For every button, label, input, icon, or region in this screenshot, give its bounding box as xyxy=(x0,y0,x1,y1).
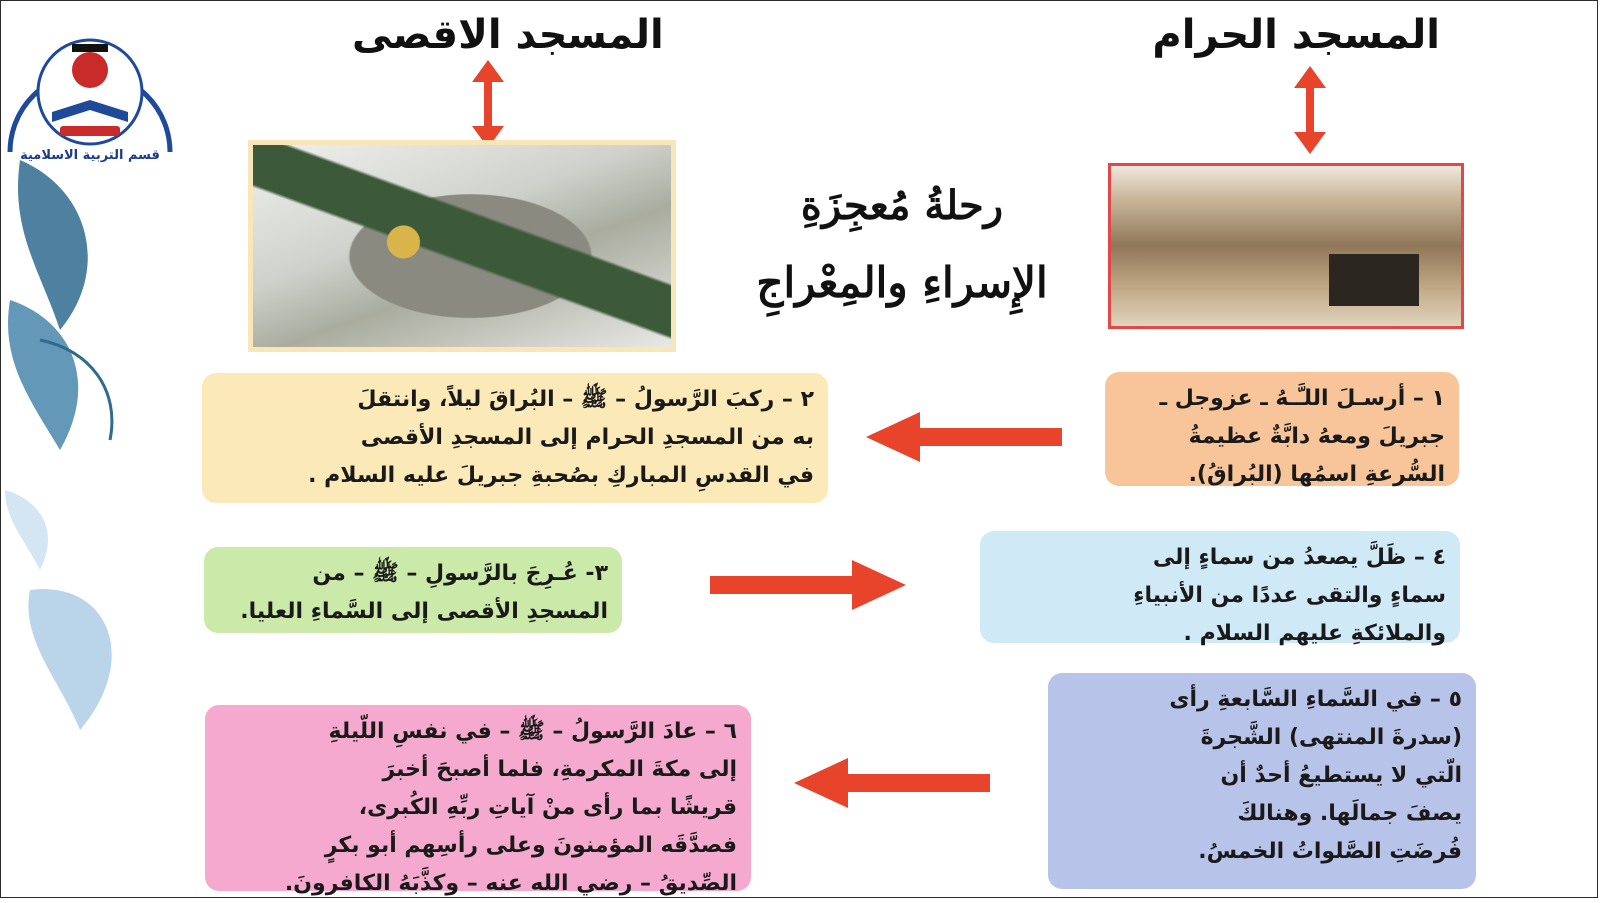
step-text-line: ١ – أرسـلَ اللـَّـهُ ـ عزوجل ـ xyxy=(1159,386,1445,411)
title-line-2: الإِسراءِ والمِعْراجِ xyxy=(756,258,1048,307)
step-text-line: المسجدِ الأقصى إلى السَّماءِ العليا. xyxy=(240,599,608,624)
step-3-box xyxy=(204,547,622,633)
step-text-line: ٢ – ركبَ الرَّسولُ – ﷺ – البُراقَ ليلاً، وانتقلَ xyxy=(357,387,814,412)
step-text-line: ٦ – عادَ الرَّسولُ – ﷺ – في نفسِ اللّيلةِ xyxy=(328,719,737,744)
step-text-line: في القدسِ المباركِ بصُحبةِ جبريلَ عليه السلام . xyxy=(308,463,814,488)
step-text-line: السُّرعةِ اسمُها (البُراقُ). xyxy=(1188,462,1445,487)
step-text-line: والملائكةِ عليهم السلام . xyxy=(1183,621,1446,646)
step-text-line: يصفَ جمالَها. وهنالكَ xyxy=(1237,801,1462,826)
step-text-line: الصِّديقُ – رضي الله عنه – وكذَّبَهُ الكافرونَ. xyxy=(284,871,737,896)
school-logo-icon xyxy=(2,2,178,172)
double-arrow-icon xyxy=(1290,64,1330,156)
logo-caption: قسم التربية الاسلامية xyxy=(20,148,160,163)
al-aqsa-photo xyxy=(248,140,676,352)
step-6-box xyxy=(205,705,751,896)
arrow-left-icon xyxy=(862,408,1066,466)
leaf-decoration-icon xyxy=(0,470,150,770)
step-text-line: سماءٍ والتقى عددًا من الأنبياءِ xyxy=(1133,583,1446,608)
step-text-line: إلى مكةَ المكرمةِ، فلما أصبحَ أخبرَ xyxy=(382,757,737,782)
step-text-line: (سدرةَ المنتهى) الشَّجرةَ xyxy=(1200,725,1462,750)
step-4-box xyxy=(980,531,1460,646)
arrow-left-icon xyxy=(790,754,994,812)
step-text-line: ٥ – في السَّماءِ السَّابعةِ رأى xyxy=(1169,687,1462,712)
step-text-line: ٣- عُـرِجَ بالرَّسولِ – ﷺ – من xyxy=(312,561,608,586)
step-1-box xyxy=(1105,372,1459,486)
step-text-line: الّتي لا يستطيعُ أحدٌ أن xyxy=(1220,763,1462,788)
step-text-line: به من المسجدِ الحرام إلى المسجدِ الأقصى xyxy=(360,425,814,450)
leaf-decoration-icon xyxy=(0,150,140,470)
step-text-line: ٤ – ظَلَّ يصعدُ من سماءٍ إلى xyxy=(1152,545,1446,570)
arrow-right-icon xyxy=(706,556,910,614)
title-line-1: رحلةُ مُعجِزَةِ xyxy=(800,182,1004,229)
step-text-line: جبريلَ ومعهُ دابَّةٌ عظيمةُ xyxy=(1188,424,1445,449)
step-text-line: قريشًا بما رأى منْ آياتِ ربِّهِ الكُبرى، xyxy=(358,795,737,820)
step-text-line: فصدَّقَه المؤمنونَ وعلى رأسِهم أبو بكرٍ xyxy=(324,833,737,858)
double-arrow-icon xyxy=(468,58,508,150)
step-2-box xyxy=(202,373,828,503)
kaaba-photo xyxy=(1108,163,1464,329)
heading-masjid-aqsa: المسجد الاقصى xyxy=(352,12,664,58)
step-text-line: فُرضَتِ الصَّلواتُ الخمسُ. xyxy=(1198,839,1462,864)
heading-masjid-haram: المسجد الحرام xyxy=(1152,12,1440,58)
step-5-box xyxy=(1048,673,1476,889)
